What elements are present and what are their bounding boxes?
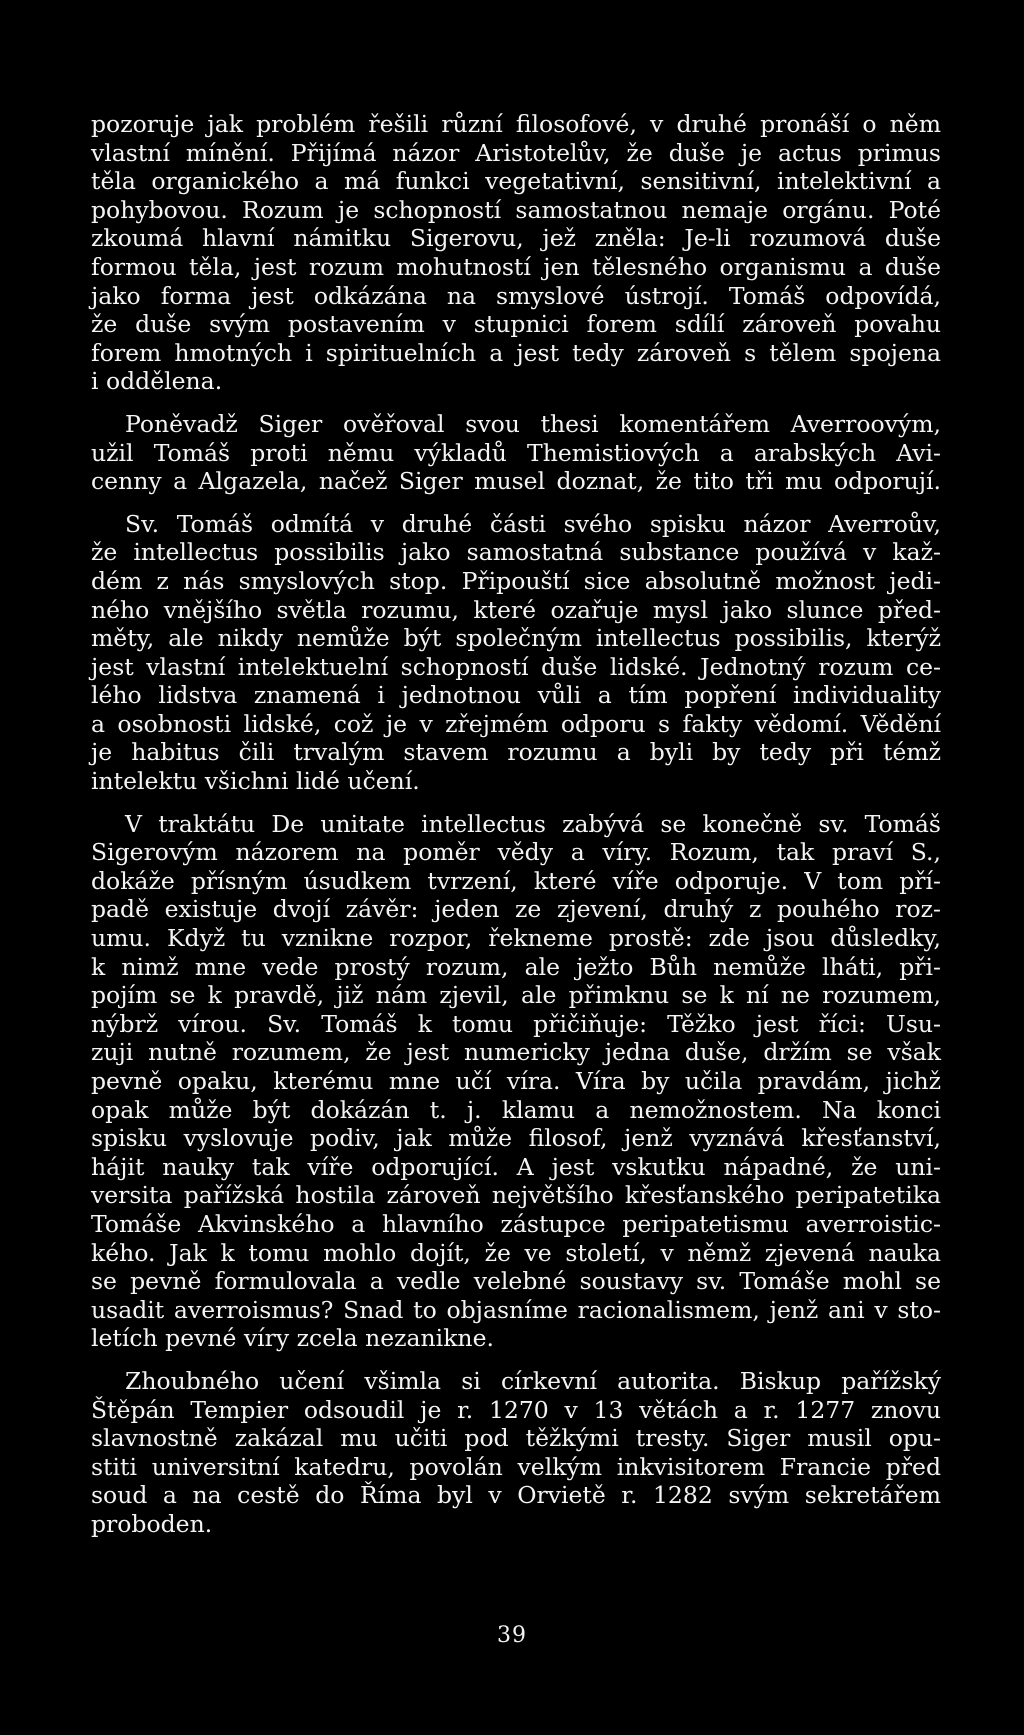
text-line: zuji nutně rozumem, že jest numericky jedna duše, držím se však <box>91 1038 941 1067</box>
text-line <box>91 410 941 439</box>
text-line: a osobnosti lidské, což je v zřejmém odporu s fakty vědomí. Vědění <box>91 709 941 738</box>
text-line: těla organického a má funkci vegetativní, sensitivní, intelektivní a <box>91 167 941 196</box>
text-line: vlastní mínění. Přijímá názor Aristotelův, že duše je actus primus <box>91 138 941 167</box>
text-line <box>91 1367 941 1396</box>
text-line: forem hmotných i spirituelních a jest tedy zároveň s tělem spojena <box>91 338 941 367</box>
text-line: hájit nauky tak víře odporující. A jest vskutku nápadné, že uni- <box>91 1152 941 1181</box>
text-line: k nimž mne vede prostý rozum, ale ježto Bůh nemůže lháti, při- <box>91 952 941 981</box>
text-line: i oddělena. <box>91 367 223 396</box>
text-line: jako forma jest odkázána na smyslové ústrojí. Tomáš odpovídá, <box>91 281 941 310</box>
text-line: spisku vyslovuje podiv, jak může filosof, jenž vyznává křesťanství, <box>91 1124 941 1153</box>
text-line: měty, ale nikdy nemůže být společným intellectus possibilis, kterýž <box>91 624 941 653</box>
text-line: usadit averroismus? Snad to objasníme racionalismem, jenž ani v sto- <box>91 1295 941 1324</box>
text-line: Štěpán Tempier odsoudil je r. 1270 v 13 větách a r. 1277 znovu <box>91 1395 941 1424</box>
text-line: proboden. <box>91 1509 213 1538</box>
text-line: že intellectus possibilis jako samostatná substance používá v kaž- <box>91 538 941 567</box>
text-line-content: Sv. Tomáš odmítá v druhé části svého spisku názor Averroův, <box>125 509 941 538</box>
text-line: jest vlastní intelektuelní schopností duše lidské. Jednotný rozum ce- <box>91 652 941 681</box>
text-line: Tomáše Akvinského a hlavního zástupce peripatetismu averroistic- <box>91 1209 941 1238</box>
text-line <box>91 510 941 539</box>
text-line: je habitus čili trvalým stavem rozumu a byli by tedy při témž <box>91 738 941 767</box>
text-line: letích pevné víry zcela nezanikne. <box>91 1324 494 1353</box>
paragraph <box>91 810 941 1353</box>
text-line <box>91 810 941 839</box>
text-line: se pevně formulovala a vedle velebné soustavy sv. Tomáše mohl se <box>91 1267 941 1296</box>
body-text <box>91 110 941 1539</box>
text-line-content: V traktátu De unitate intellectus zabývá se konečně sv. Tomáš <box>125 809 941 838</box>
text-line: padě existuje dvojí závěr: jeden ze zjevení, druhý z pouhého roz- <box>91 895 941 924</box>
text-line: intelektu všichni lidé učení. <box>91 767 420 796</box>
text-line: cenny a Algazela, načež Siger musel doznat, že tito tři mu odporují. <box>91 467 941 496</box>
text-line: dém z nás smyslových stop. Připouští sice absolutně možnost jedi- <box>91 566 941 595</box>
paragraph <box>91 410 941 496</box>
text-line: pojím se k pravdě, již nám zjevil, ale přimknu se k ní ne rozumem, <box>91 981 941 1010</box>
text-line: opak může být dokázán t. j. klamu a nemožnostem. Na konci <box>91 1095 941 1124</box>
text-line-content: Zhoubného učení všimla si církevní autorita. Biskup pařížský <box>125 1366 941 1395</box>
text-line: zkoumá hlavní námitku Sigerovu, jež zněla: Je-li rozumová duše <box>91 224 941 253</box>
text-line: versita pařížská hostila zároveň největšího křesťanského peripatetika <box>91 1181 941 1210</box>
text-line: že duše svým postavením v stupnici forem sdílí zároveň povahu <box>91 310 941 339</box>
text-line: soud a na cestě do Říma byl v Orvietě r. 1282 svým sekretářem <box>91 1481 941 1510</box>
text-line: Sigerovým názorem na poměr vědy a víry. Rozum, tak praví S., <box>91 838 941 867</box>
text-line: pohybovou. Rozum je schopností samostatnou nemaje orgánu. Poté <box>91 195 941 224</box>
text-line: umu. Když tu vznikne rozpor, řekneme prostě: zde jsou důsledky, <box>91 924 941 953</box>
paragraph <box>91 1367 941 1539</box>
text-line: ného vnějšího světla rozumu, které ozařuje mysl jako slunce před- <box>91 595 941 624</box>
text-line: užil Tomáš proti němu výkladů Themistiových a arabských Avi- <box>91 438 941 467</box>
text-line: lého lidstva znamená i jednotnou vůli a tím popření individuality <box>91 681 941 710</box>
text-line: slavnostně zakázal mu učiti pod těžkými tresty. Siger musil opu- <box>91 1424 941 1453</box>
paragraph <box>91 110 941 396</box>
paragraph <box>91 510 941 796</box>
text-line-content: Poněvadž Siger ověřoval svou thesi komentářem Averroovým, <box>125 409 941 438</box>
text-line: stiti universitní katedru, povolán velkým inkvisitorem Francie před <box>91 1452 941 1481</box>
text-line: pevně opaku, kterému mne učí víra. Víra by učila pravdám, jichž <box>91 1067 941 1095</box>
text-line: dokáže přísným úsudkem tvrzení, které víře odporuje. V tom pří- <box>91 866 941 895</box>
text-line: kého. Jak k tomu mohlo dojít, že ve století, v němž zjevená nauka <box>91 1238 941 1267</box>
text-line: pozoruje jak problém řešili různí filosofové, v druhé pronáší o něm <box>91 110 941 138</box>
text-line: formou těla, jest rozum mohutností jen tělesného organismu a duše <box>91 252 941 281</box>
page-number: 39 <box>497 1623 527 1648</box>
text-line: nýbrž vírou. Sv. Tomáš k tomu přičiňuje: Těžko jest říci: Usu- <box>91 1009 941 1038</box>
